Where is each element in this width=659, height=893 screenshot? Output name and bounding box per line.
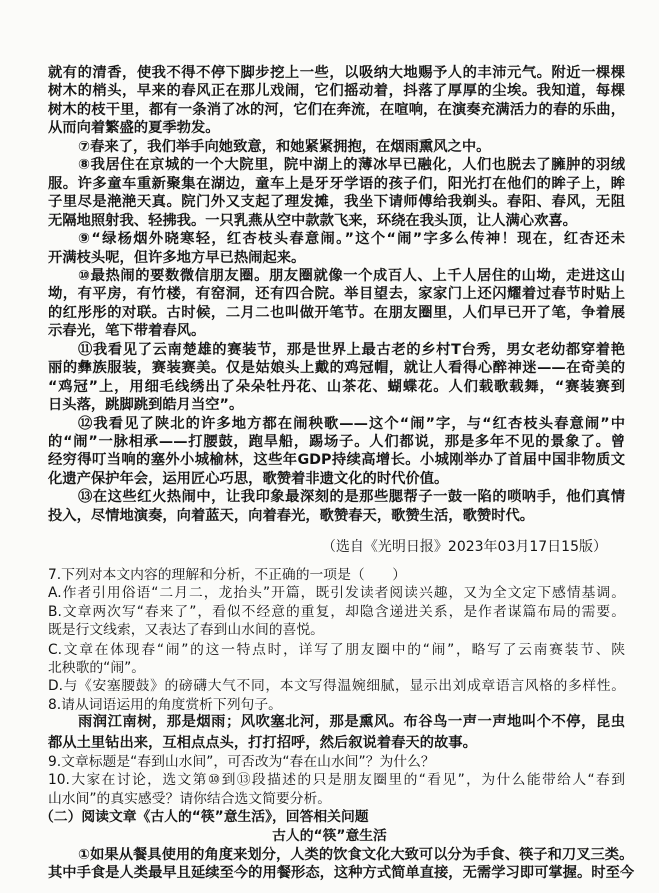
article-line: ⑦春来了，我们举手向她致意，和她紧紧拥抱，在烟雨熏风之中。 [78,138,491,155]
question-7: 7.下列对本文内容的理解和分析，不正确的一项是（ ） [48,567,407,583]
article-line: 的红彤彤的对联。古时候，二月二也叫做开笔节。在朋友圈里，人们早已开了笔，争着展 [48,304,625,321]
article-line: 树木的梢头，早来的春风正在那儿戏闹，它们摇动着，抖落了厚厚的尘埃。我知道，每棵 [48,83,625,100]
article-line: ⑫我看见了陕北的许多地方都在闹秧歌——这个“闹”字，与“红杏枝头春意闹”中 [78,415,625,432]
article-line: ⑩最热闹的要数微信朋友圈。朋友圈就像一个成百人、上千人居住的山坳，走进这山 [78,267,625,284]
section-heading: （二）阅读文章《古人的“筷”意生活》，回答相关问题 [40,809,369,825]
article-line: 的“闹”一脉相承——打腰鼓，跑旱船，踢场子。人们都说，那是多年不见的景象了。曾 [48,434,625,450]
article-line: ⑨“绿杨烟外晓寒轻，红杏枝头春意闹。”这个“闹”字多么传神！现在，红杏还未 [78,231,625,248]
article-source: （选自《光明日报》2023年03月17日15版） [321,539,607,555]
article-title: 古人的“筷”意生活 [272,828,387,844]
article-line: 其中手食是人类最早且延续至今的用餐形态，这种方式简单直接，无需学习即可掌握。时至今 [48,865,635,881]
article-line: ⑪我看见了云南楚雄的赛装节，那是世界上最古老的乡村T台秀，男女老幼都穿着艳 [78,341,625,358]
option-d: D.与《安塞腰鼓》的磅礴大气不同，本文写得温婉细腻，显示出刘成章语言风格的多样性。 [48,678,625,694]
article-line: 经穷得叮当响的塞外小城榆林，这些年GDP持续高增长。小城刚举办了首届中国非物质文 [48,452,625,469]
article-line: ①如果从餐具使用的角度来划分，人类的饮食文化大致可以分为手食、筷子和刀叉三类。 [78,847,634,863]
option-c: 北秧歌的“闹”。 [48,660,146,676]
article-line: 丽的彝族服装，赛装赛美。仅是姑娘头上戴的鸡冠帽，就让人看得心醉神迷——在奇美的 [48,360,625,377]
article-line: 开满枝头呢，但许多地方早已热闹起来。 [48,249,306,266]
article-line: 子里尽是滟滟天真。院门外又支起了理发摊，我坐下请师傅给我剃头。春阳、春风，无阻 [48,194,625,211]
article-line: 化遗产保护年会，运用匠心巧思，歌赞着非遗文化的时代价值。 [48,470,449,487]
article-line: ⑧我居住在京城的一个大院里，院中湖上的薄冰早已融化，人们也脱去了臃肿的羽绒 [78,157,625,174]
article-line: 服。许多童车重新聚集在湖边，童车上是牙牙学语的孩子们，阳光打在他们的眸子上，眸 [48,175,625,192]
question-10: 10.大家在讨论，选文第⑩到⑬段描述的只是朋友圈里的“看见”，为什么能带给人“春到 [48,772,625,788]
option-a: A.作者引用俗语“二月二，龙抬头”开篇，既引发读者阅读兴趣，又为全文定下感情基调。 [48,585,625,601]
article-line: 无隔地照射我、轻拂我。一只乳燕从空中款款飞来，环绕在我头顶，让人满心欢喜。 [48,212,577,229]
option-b: B.文章两次写“春来了”，看似不经意的重复，却隐含递进关系，是作者谋篇布局的需要。 [48,604,625,620]
question-8: 8.请从词语运用的角度赏析下列句子。 [48,697,282,713]
article-line: 树木的枝干里，都有一条消了冰的河，它们在奔流，在喧响，在演奏充满活力的春的乐曲， [48,101,625,118]
question-9: 9.文章标题是“春到山水间”，可否改为“春在山水间”？为什么？ [48,754,435,770]
question-10: 山水间”的真实感受？请你结合选文简要分析。 [48,791,332,807]
article-line: 示春光，笔下带着春风。 [48,323,206,340]
quoted-sentence: 雨润江南树，那是烟雨；风吹塞北河，那是熏风。布谷鸟一声一声地叫个不停，昆虫 [78,714,625,730]
option-c: C.文章在体现春“闹”的这一特点时，详写了朋友圈中的“闹”，略写了云南赛装节、陕 [48,642,625,658]
article-line: 投入，尽情地演奏，向着蓝天，向着春光，歌赞春天，歌赞生活，歌赞时代。 [48,507,535,524]
article-line: 日头落，跳脚跳到皓月当空”。 [48,397,244,414]
quoted-sentence: 都从土里钻出来，互相点点头，打打招呼，然后叙说着春天的故事。 [48,735,477,751]
article-line: 从而向着繁盛的夏季勃发。 [48,120,220,137]
article-line: 就有的清香，使我不得不停下脚步挖上一些，以吸纳大地赐予人的丰沛元气。附近一棵棵 [48,65,625,81]
article-line: ⑬在这些红火热闹中，让我印象最深刻的是那些腮帮子一鼓一陷的唢呐手，他们真情 [78,489,625,506]
option-b: 既是行文线索，又表达了春到山水间的喜悦。 [48,622,324,638]
article-line: “鸡冠”上，用细毛线绣出了朵朵牡丹花、山茶花、蝴蝶花。人们载歌载舞，“赛装赛到 [48,378,625,395]
article-line: 坳，有平房，有竹楼，有窑洞，还有四合院。举目望去，家家门上还闪耀着过春节时贴上 [48,286,625,303]
